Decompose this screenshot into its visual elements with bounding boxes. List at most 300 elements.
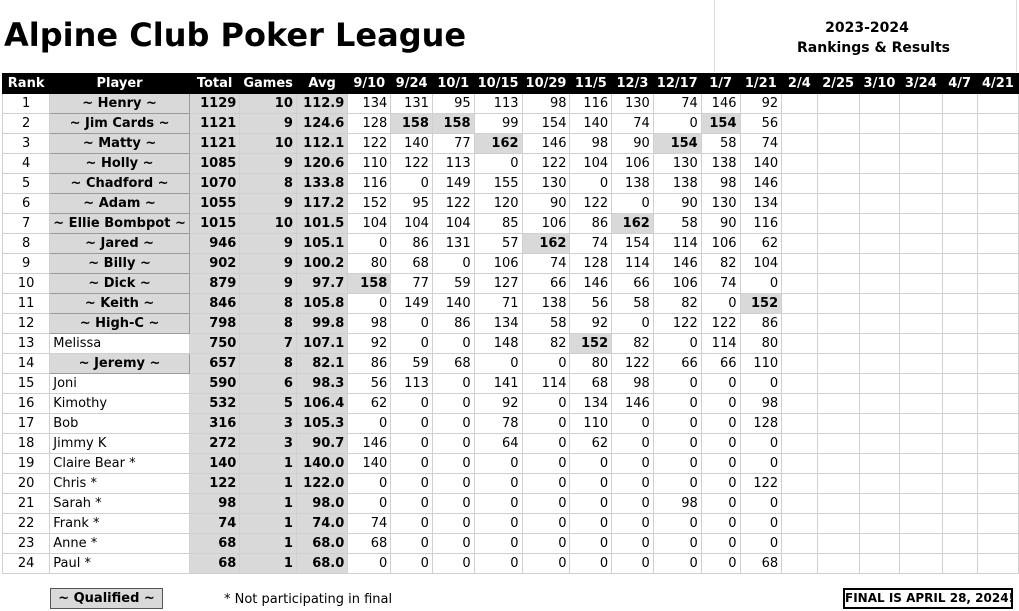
empty-score-cell [942, 434, 977, 454]
player-cell: ~ Henry ~ [50, 94, 190, 114]
score-cell: 0 [612, 454, 654, 474]
empty-score-cell [942, 334, 977, 354]
high-score-cell: 154 [653, 134, 701, 154]
high-score-cell: 158 [432, 114, 474, 134]
score-cell: 0 [740, 454, 782, 474]
score-cell: 68 [348, 534, 391, 554]
score-cell: 92 [348, 334, 391, 354]
score-cell: 113 [432, 154, 474, 174]
empty-score-cell [782, 234, 817, 254]
score-cell: 0 [522, 514, 570, 534]
score-cell: 122 [570, 194, 612, 214]
empty-score-cell [782, 454, 817, 474]
empty-score-cell [977, 134, 1018, 154]
games-cell: 6 [240, 374, 297, 394]
score-cell: 0 [432, 434, 474, 454]
empty-score-cell [942, 154, 977, 174]
score-cell: 86 [570, 214, 612, 234]
score-cell: 92 [740, 94, 782, 114]
score-cell: 146 [701, 94, 740, 114]
score-cell: 149 [391, 294, 433, 314]
score-cell: 0 [612, 194, 654, 214]
score-cell: 0 [391, 534, 433, 554]
score-cell: 0 [391, 494, 433, 514]
score-cell: 0 [391, 434, 433, 454]
table-row [3, 374, 1019, 394]
empty-score-cell [859, 234, 899, 254]
empty-score-cell [859, 214, 899, 234]
score-cell: 149 [432, 174, 474, 194]
score-cell: 56 [348, 374, 391, 394]
empty-score-cell [859, 94, 899, 114]
player-cell: Joni [50, 374, 190, 394]
empty-score-cell [977, 174, 1018, 194]
score-cell: 134 [740, 194, 782, 214]
score-cell: 146 [570, 274, 612, 294]
score-cell: 0 [653, 394, 701, 414]
player-cell: Sarah * [50, 494, 190, 514]
rank-cell: 11 [3, 294, 50, 314]
empty-score-cell [900, 154, 942, 174]
qualified-legend: ~ Qualified ~ [50, 588, 163, 609]
empty-score-cell [942, 294, 977, 314]
empty-score-cell [859, 354, 899, 374]
score-cell: 74 [653, 94, 701, 114]
empty-score-cell [900, 494, 942, 514]
score-cell: 74 [522, 254, 570, 274]
rank-cell: 17 [3, 414, 50, 434]
score-cell: 106 [612, 154, 654, 174]
score-cell: 0 [474, 454, 522, 474]
table-row [3, 554, 1019, 574]
empty-score-cell [942, 514, 977, 534]
empty-score-cell [977, 494, 1018, 514]
avg-cell: 105.3 [296, 414, 347, 434]
score-cell: 62 [570, 434, 612, 454]
empty-score-cell [942, 394, 977, 414]
avg-cell: 120.6 [296, 154, 347, 174]
rank-cell: 16 [3, 394, 50, 414]
player-cell: Paul * [50, 554, 190, 574]
empty-score-cell [900, 414, 942, 434]
empty-score-cell [942, 314, 977, 334]
table-row [3, 294, 1019, 314]
avg-cell: 106.4 [296, 394, 347, 414]
empty-score-cell [900, 294, 942, 314]
score-cell: 146 [522, 134, 570, 154]
score-cell: 86 [740, 314, 782, 334]
avg-cell: 107.1 [296, 334, 347, 354]
score-cell: 130 [612, 94, 654, 114]
empty-score-cell [782, 394, 817, 414]
score-cell: 0 [740, 494, 782, 514]
total-cell: 946 [189, 234, 239, 254]
score-cell: 77 [432, 134, 474, 154]
high-score-cell: 152 [570, 334, 612, 354]
empty-score-cell [859, 394, 899, 414]
rank-cell: 1 [3, 94, 50, 114]
empty-score-cell [782, 254, 817, 274]
score-cell: 0 [474, 554, 522, 574]
avg-cell: 74.0 [296, 514, 347, 534]
score-cell: 104 [432, 214, 474, 234]
column-header: 10/29 [522, 74, 570, 94]
score-cell: 62 [348, 394, 391, 414]
score-cell: 99 [474, 114, 522, 134]
table-row [3, 474, 1019, 494]
empty-score-cell [942, 114, 977, 134]
rank-cell: 3 [3, 134, 50, 154]
empty-score-cell [817, 254, 859, 274]
avg-cell: 98.0 [296, 494, 347, 514]
empty-score-cell [817, 174, 859, 194]
score-cell: 0 [522, 354, 570, 374]
score-cell: 114 [522, 374, 570, 394]
score-cell: 0 [432, 334, 474, 354]
table-row [3, 94, 1019, 114]
rank-cell: 23 [3, 534, 50, 554]
empty-score-cell [942, 214, 977, 234]
player-cell: ~ Dick ~ [50, 274, 190, 294]
divider [1016, 0, 1017, 72]
score-cell: 0 [570, 174, 612, 194]
score-cell: 66 [653, 354, 701, 374]
score-cell: 0 [522, 414, 570, 434]
empty-score-cell [817, 514, 859, 534]
column-header: 2/4 [782, 74, 817, 94]
empty-score-cell [782, 494, 817, 514]
games-cell: 9 [240, 234, 297, 254]
score-cell: 0 [391, 394, 433, 414]
score-cell: 0 [570, 554, 612, 574]
empty-score-cell [817, 134, 859, 154]
score-cell: 0 [740, 374, 782, 394]
score-cell: 0 [653, 334, 701, 354]
score-cell: 98 [701, 174, 740, 194]
column-header: 2/25 [817, 74, 859, 94]
score-cell: 0 [348, 414, 391, 434]
column-header: Games [240, 74, 297, 94]
empty-score-cell [900, 234, 942, 254]
games-cell: 8 [240, 314, 297, 334]
rank-cell: 7 [3, 214, 50, 234]
empty-score-cell [942, 194, 977, 214]
score-cell: 116 [348, 174, 391, 194]
score-cell: 59 [391, 354, 433, 374]
player-cell: Claire Bear * [50, 454, 190, 474]
avg-cell: 105.1 [296, 234, 347, 254]
empty-score-cell [859, 374, 899, 394]
empty-score-cell [900, 374, 942, 394]
games-cell: 1 [240, 534, 297, 554]
empty-score-cell [900, 214, 942, 234]
score-cell: 138 [522, 294, 570, 314]
score-cell: 0 [653, 454, 701, 474]
score-cell: 0 [570, 534, 612, 554]
score-cell: 104 [348, 214, 391, 234]
table-row [3, 534, 1019, 554]
table-row [3, 454, 1019, 474]
score-cell: 0 [653, 114, 701, 134]
score-cell: 0 [653, 554, 701, 574]
score-cell: 0 [570, 474, 612, 494]
empty-score-cell [977, 114, 1018, 134]
empty-score-cell [900, 254, 942, 274]
empty-score-cell [942, 274, 977, 294]
high-score-cell: 154 [701, 114, 740, 134]
score-cell: 113 [391, 374, 433, 394]
empty-score-cell [859, 274, 899, 294]
avg-cell: 117.2 [296, 194, 347, 214]
score-cell: 58 [701, 134, 740, 154]
column-header: 4/21 [977, 74, 1018, 94]
rank-cell: 4 [3, 154, 50, 174]
empty-score-cell [859, 534, 899, 554]
score-cell: 0 [348, 474, 391, 494]
score-cell: 146 [653, 254, 701, 274]
score-cell: 0 [701, 414, 740, 434]
high-score-cell: 152 [740, 294, 782, 314]
score-cell: 130 [522, 174, 570, 194]
column-header: Player [50, 74, 190, 94]
score-cell: 0 [701, 534, 740, 554]
score-cell: 66 [701, 354, 740, 374]
high-score-cell: 158 [348, 274, 391, 294]
empty-score-cell [942, 134, 977, 154]
empty-score-cell [977, 534, 1018, 554]
empty-score-cell [942, 534, 977, 554]
score-cell: 0 [701, 374, 740, 394]
score-cell: 68 [391, 254, 433, 274]
table-row [3, 334, 1019, 354]
score-cell: 140 [348, 454, 391, 474]
score-cell: 0 [391, 554, 433, 574]
player-cell: ~ Chadford ~ [50, 174, 190, 194]
rank-cell: 8 [3, 234, 50, 254]
score-cell: 122 [391, 154, 433, 174]
empty-score-cell [942, 254, 977, 274]
score-cell: 0 [701, 494, 740, 514]
empty-score-cell [782, 94, 817, 114]
games-cell: 1 [240, 514, 297, 534]
empty-score-cell [859, 414, 899, 434]
score-cell: 0 [432, 554, 474, 574]
score-cell: 0 [701, 514, 740, 534]
empty-score-cell [900, 514, 942, 534]
table-row [3, 314, 1019, 334]
score-cell: 86 [348, 354, 391, 374]
player-cell: Bob [50, 414, 190, 434]
empty-score-cell [817, 294, 859, 314]
score-cell: 86 [391, 234, 433, 254]
score-cell: 138 [653, 174, 701, 194]
final-date-banner: FINAL IS APRIL 28, 2024! [843, 588, 1013, 609]
score-cell: 106 [701, 234, 740, 254]
empty-score-cell [859, 114, 899, 134]
empty-score-cell [977, 334, 1018, 354]
games-cell: 1 [240, 474, 297, 494]
empty-score-cell [859, 174, 899, 194]
score-cell: 71 [474, 294, 522, 314]
empty-score-cell [977, 474, 1018, 494]
score-cell: 0 [432, 374, 474, 394]
score-cell: 58 [653, 214, 701, 234]
empty-score-cell [977, 294, 1018, 314]
empty-score-cell [782, 354, 817, 374]
rank-cell: 14 [3, 354, 50, 374]
score-cell: 0 [570, 514, 612, 534]
total-cell: 1129 [189, 94, 239, 114]
page-title: Alpine Club Poker League [4, 16, 467, 54]
score-cell: 68 [740, 554, 782, 574]
score-cell: 0 [570, 494, 612, 514]
empty-score-cell [817, 314, 859, 334]
empty-score-cell [782, 534, 817, 554]
score-cell: 0 [432, 474, 474, 494]
player-cell: ~ Adam ~ [50, 194, 190, 214]
empty-score-cell [900, 134, 942, 154]
empty-score-cell [782, 214, 817, 234]
total-cell: 1015 [189, 214, 239, 234]
score-cell: 152 [348, 194, 391, 214]
empty-score-cell [782, 154, 817, 174]
games-cell: 10 [240, 134, 297, 154]
high-score-cell: 158 [391, 114, 433, 134]
score-cell: 0 [740, 434, 782, 454]
score-cell: 0 [612, 494, 654, 514]
empty-score-cell [817, 414, 859, 434]
avg-cell: 112.9 [296, 94, 347, 114]
score-cell: 131 [391, 94, 433, 114]
empty-score-cell [977, 554, 1018, 574]
empty-score-cell [817, 94, 859, 114]
empty-score-cell [817, 394, 859, 414]
rank-cell: 21 [3, 494, 50, 514]
score-cell: 122 [522, 154, 570, 174]
games-cell: 8 [240, 294, 297, 314]
empty-score-cell [782, 414, 817, 434]
score-cell: 66 [522, 274, 570, 294]
avg-cell: 68.0 [296, 554, 347, 574]
score-cell: 0 [612, 314, 654, 334]
empty-score-cell [942, 494, 977, 514]
total-cell: 316 [189, 414, 239, 434]
score-cell: 0 [391, 334, 433, 354]
rank-cell: 10 [3, 274, 50, 294]
high-score-cell: 162 [474, 134, 522, 154]
score-cell: 80 [348, 254, 391, 274]
score-cell: 110 [348, 154, 391, 174]
score-cell: 127 [474, 274, 522, 294]
score-cell: 155 [474, 174, 522, 194]
score-cell: 0 [348, 294, 391, 314]
score-cell: 154 [522, 114, 570, 134]
empty-score-cell [977, 234, 1018, 254]
score-cell: 0 [612, 514, 654, 534]
score-cell: 85 [474, 214, 522, 234]
score-cell: 140 [570, 114, 612, 134]
empty-score-cell [977, 394, 1018, 414]
player-cell: ~ Ellie Bombpot ~ [50, 214, 190, 234]
table-row [3, 134, 1019, 154]
empty-score-cell [782, 374, 817, 394]
empty-score-cell [900, 274, 942, 294]
score-cell: 98 [522, 94, 570, 114]
high-score-cell: 162 [522, 234, 570, 254]
score-cell: 62 [740, 234, 782, 254]
table-row [3, 274, 1019, 294]
score-cell: 120 [474, 194, 522, 214]
score-cell: 114 [612, 254, 654, 274]
empty-score-cell [817, 554, 859, 574]
score-cell: 0 [348, 494, 391, 514]
column-header: 12/3 [612, 74, 654, 94]
score-cell: 68 [432, 354, 474, 374]
avg-cell: 90.7 [296, 434, 347, 454]
rank-cell: 6 [3, 194, 50, 214]
empty-score-cell [859, 314, 899, 334]
games-cell: 1 [240, 494, 297, 514]
total-cell: 1121 [189, 114, 239, 134]
empty-score-cell [977, 354, 1018, 374]
empty-score-cell [782, 514, 817, 534]
score-cell: 90 [522, 194, 570, 214]
score-cell: 0 [432, 534, 474, 554]
score-cell: 0 [522, 494, 570, 514]
score-cell: 0 [612, 534, 654, 554]
empty-score-cell [900, 454, 942, 474]
player-cell: Kimothy [50, 394, 190, 414]
empty-score-cell [977, 94, 1018, 114]
column-header: 3/10 [859, 74, 899, 94]
rank-cell: 2 [3, 114, 50, 134]
score-cell: 64 [474, 434, 522, 454]
score-cell: 0 [432, 414, 474, 434]
score-cell: 82 [522, 334, 570, 354]
score-cell: 80 [740, 334, 782, 354]
games-cell: 10 [240, 94, 297, 114]
empty-score-cell [900, 474, 942, 494]
rank-cell: 9 [3, 254, 50, 274]
score-cell: 0 [612, 434, 654, 454]
empty-score-cell [977, 254, 1018, 274]
score-cell: 0 [391, 454, 433, 474]
empty-score-cell [900, 194, 942, 214]
empty-score-cell [900, 94, 942, 114]
total-cell: 750 [189, 334, 239, 354]
column-header: 10/1 [432, 74, 474, 94]
total-cell: 272 [189, 434, 239, 454]
player-cell: Chris * [50, 474, 190, 494]
score-cell: 0 [474, 354, 522, 374]
empty-score-cell [942, 174, 977, 194]
score-cell: 128 [348, 114, 391, 134]
avg-cell: 105.8 [296, 294, 347, 314]
score-cell: 0 [432, 254, 474, 274]
games-cell: 10 [240, 214, 297, 234]
total-cell: 68 [189, 534, 239, 554]
score-cell: 0 [522, 454, 570, 474]
column-header: 12/17 [653, 74, 701, 94]
score-cell: 0 [653, 374, 701, 394]
empty-score-cell [977, 154, 1018, 174]
score-cell: 58 [522, 314, 570, 334]
score-cell: 78 [474, 414, 522, 434]
score-cell: 116 [740, 214, 782, 234]
score-cell: 0 [522, 394, 570, 414]
empty-score-cell [817, 334, 859, 354]
games-cell: 9 [240, 254, 297, 274]
